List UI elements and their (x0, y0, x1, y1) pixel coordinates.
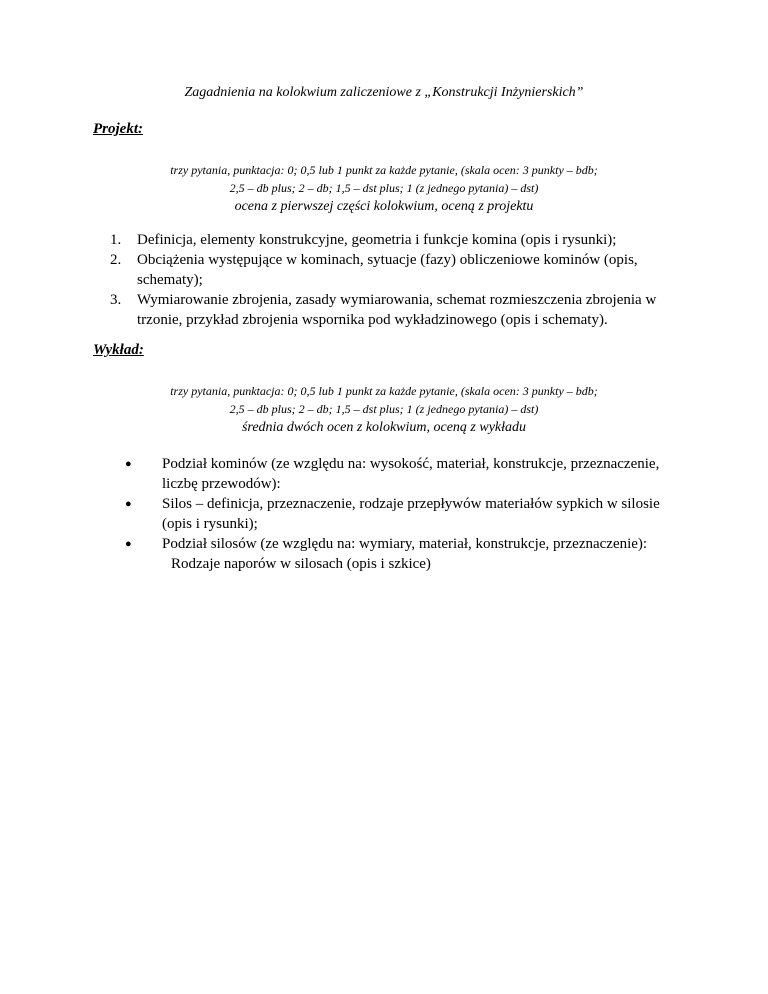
list-item (125, 494, 685, 534)
section-heading-projekt: Projekt: (93, 121, 143, 137)
projekt-rules (0, 161, 768, 217)
bullet-icon: ● (125, 498, 132, 510)
item-text: Silos – definicja, przeznaczenie, rodzaje przepływów materiałów sypkich w silosie (opis i rysunki); (162, 496, 660, 532)
projekt-rules-line3: ocena z pierwszej części kolokwium, oceną z projektu (234, 199, 534, 214)
projekt-question-list (110, 230, 690, 330)
item-number: 1. (110, 232, 122, 248)
item-text: Podział kominów (ze względu na: wysokość, materiał, konstrukcje, przeznaczenie, liczbę przewodów): (162, 456, 660, 492)
bullet-icon: ● (125, 538, 132, 550)
list-item (125, 454, 685, 494)
item-text: Podział silosów (ze względu na: wymiary, materiał, konstrukcje, przeznaczenie): (162, 536, 648, 552)
wyklad-rules-line1: trzy pytania, punktacja: 0; 0,5 lub 1 punkt za każde pytanie, (skala ocen: 3 punkty – bdb; (170, 384, 598, 398)
wyklad-rules (0, 382, 768, 438)
item-text: Wymiarowanie zbrojenia, zasady wymiarowania, schemat rozmieszczenia zbrojenia w trzonie, przykład zbrojenia wspornika pod wykładzinowego (opis i schematy). (137, 292, 657, 328)
wyklad-question-list (125, 454, 685, 554)
item-number: 3. (110, 292, 122, 308)
wyklad-rules-line3: średnia dwóch ocen z kolokwium, oceną z wykładu (241, 420, 527, 435)
item-text: Definicja, elementy konstrukcyjne, geometria i funkcje komina (opis i rysunki); (137, 232, 617, 248)
trailing-question: Rodzaje naporów w silosach (opis i szkice) (171, 556, 431, 572)
list-item (125, 534, 685, 554)
wyklad-rules-line2: 2,5 – db plus; 2 – db; 1,5 – dst plus; 1 (z jednego pytania) – dst) (229, 402, 539, 416)
projekt-rules-line1: trzy pytania, punktacja: 0; 0,5 lub 1 punkt za każde pytanie, (skala ocen: 3 punkty – bdb; (170, 163, 598, 177)
item-text: Obciążenia występujące w kominach, sytuacje (fazy) obliczeniowe kominów (opis, schematy); (137, 252, 638, 288)
projekt-rules-line2: 2,5 – db plus; 2 – db; 1,5 – dst plus; 1 (z jednego pytania) – dst) (229, 181, 539, 195)
list-item (110, 230, 690, 250)
list-item (110, 250, 690, 290)
list-item (110, 290, 690, 330)
bullet-icon: ● (125, 458, 132, 470)
document-title: Zagadnienia na kolokwium zaliczeniowe z „Konstrukcji Inżynierskich” (184, 85, 584, 100)
section-heading-wyklad: Wykład: (93, 342, 144, 358)
item-number: 2. (110, 252, 122, 268)
